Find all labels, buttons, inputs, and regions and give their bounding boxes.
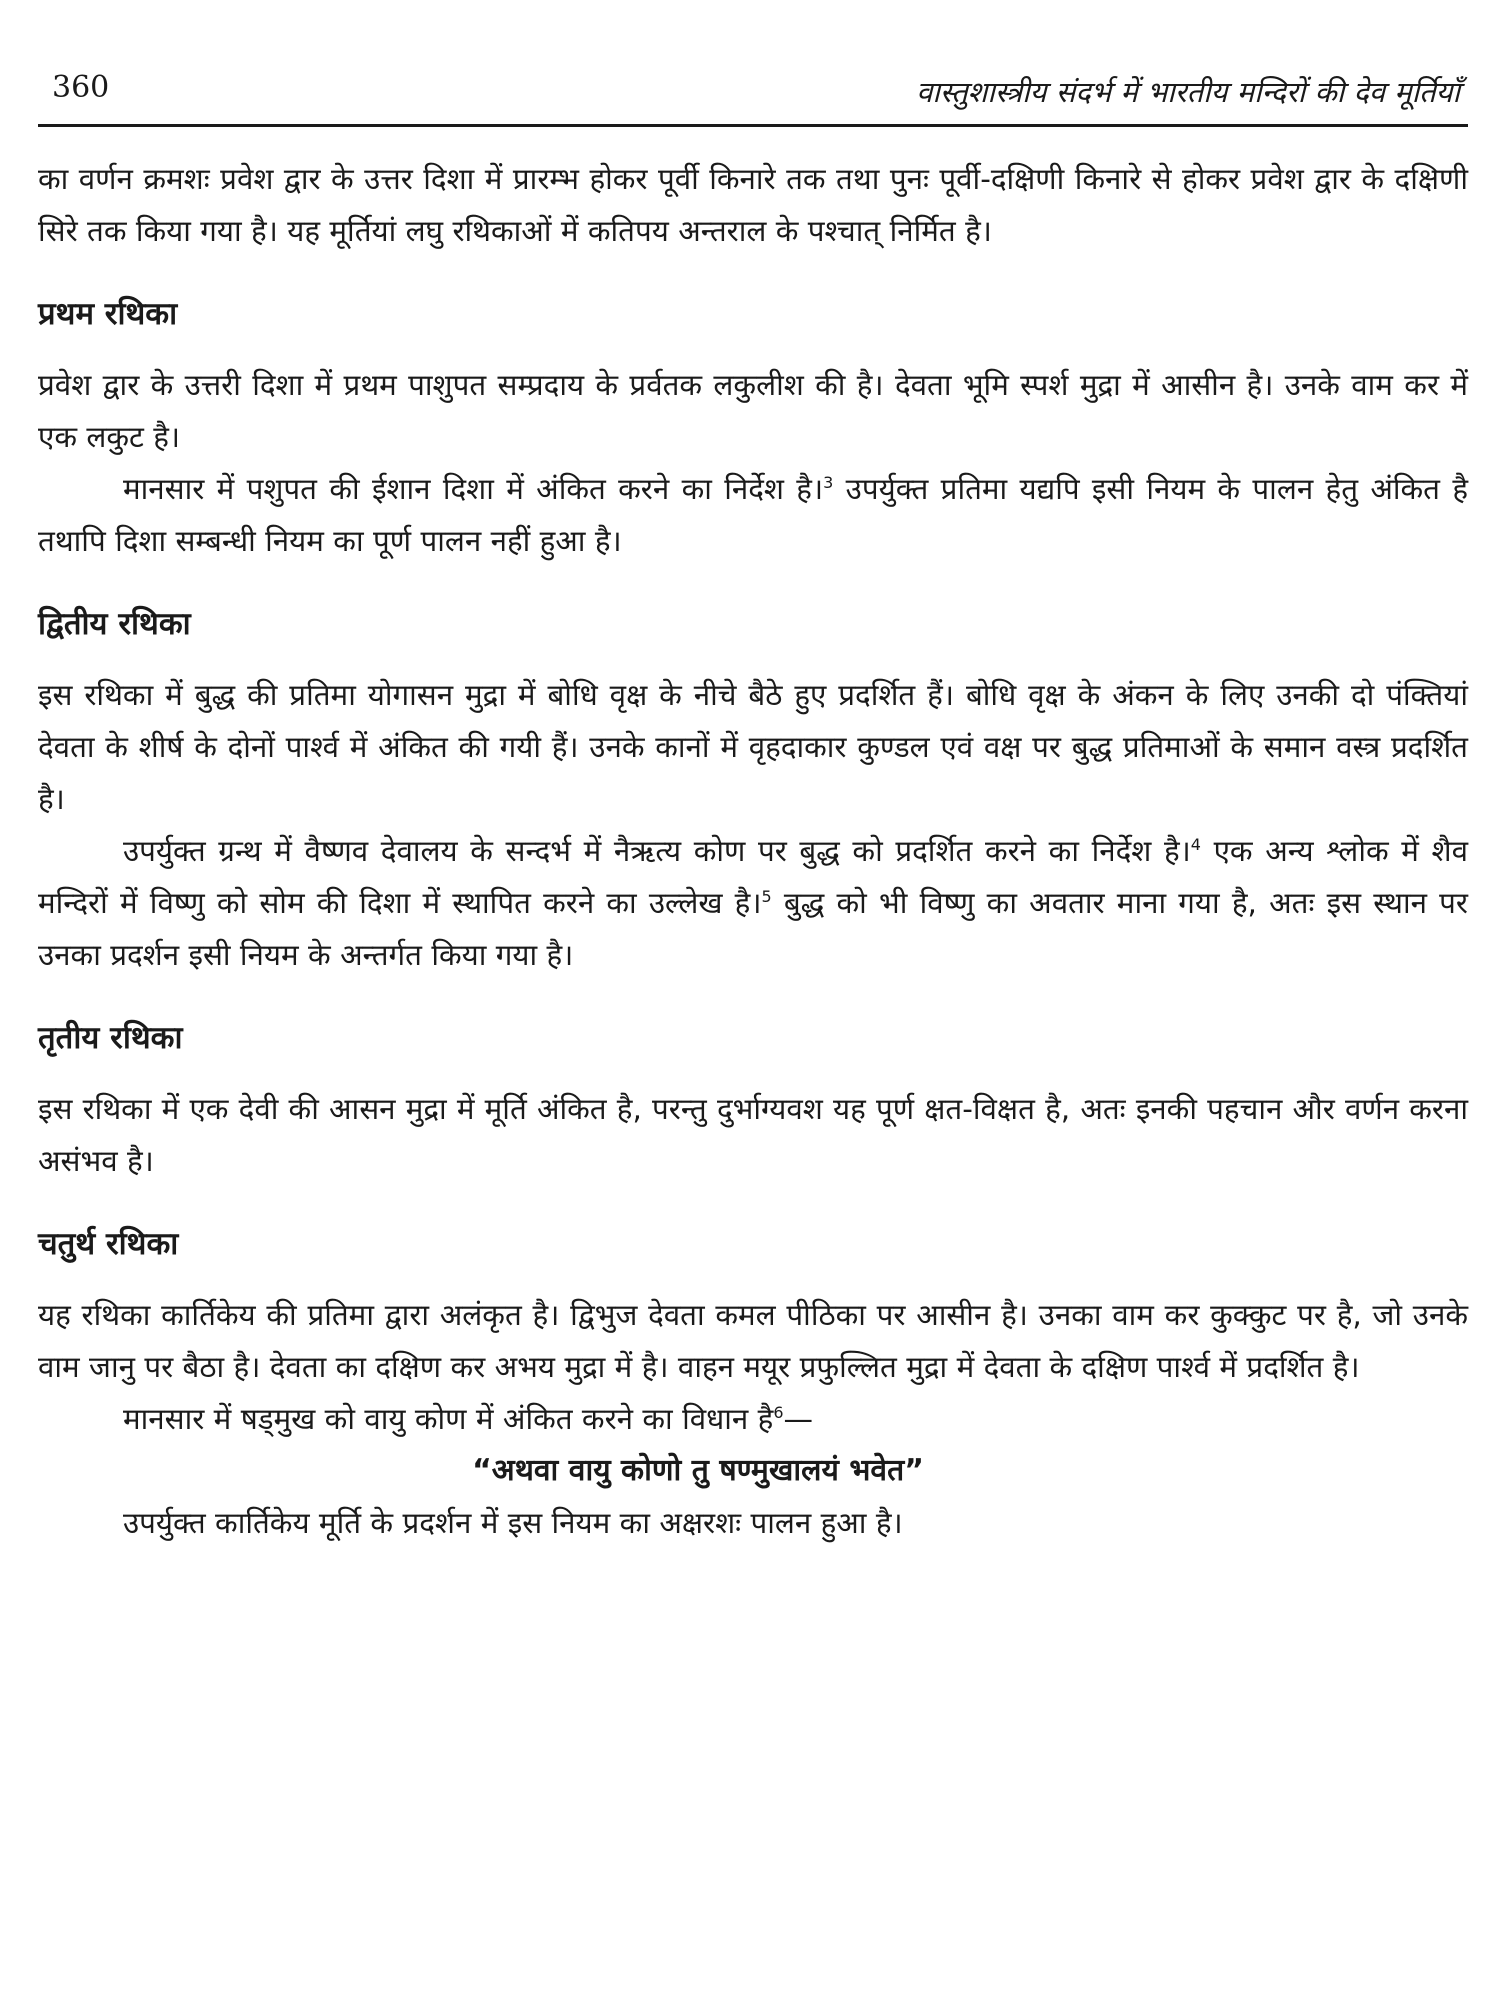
paragraph: उपर्युक्त कार्तिकेय मूर्ति के प्रदर्शन में इस नियम का अक्षरशः पालन हुआ है। bbox=[123, 1506, 903, 1540]
paragraph bbox=[38, 1393, 1468, 1445]
paragraph-text: मानसार में षड्मुख को वायु कोण में अंकित करने का विधान है bbox=[123, 1402, 774, 1436]
footnote-marker: 6 bbox=[773, 1403, 784, 1423]
running-title: वास्तुशास्त्रीय संदर्भ में भारतीय मन्दिरों की देव मूर्तियाँ bbox=[916, 75, 1460, 109]
paragraph-text: उपर्युक्त ग्रन्थ में वैष्णव देवालय के सन्दर्भ में नैऋत्य कोण पर बुद्ध को प्रदर्शित करने का निर्देश है। bbox=[123, 834, 1191, 868]
paragraph: इस रथिका में बुद्ध की प्रतिमा योगासन मुद्रा में बोधि वृक्ष के नीचे बैठे हुए प्रदर्शित हैं। बोधि वृक्ष के अंकन के लिए उनकी दो पंक्तियां देवता के शीर्ष के दोनों पार्श्व में अंकित की गयी हैं। उनके कानों में वृहदाकार कुण्डल एवं वक्ष पर बुद्ध प्रतिमाओं के समान वस्त्र प्रदर्शित है। bbox=[38, 678, 1468, 816]
paragraph-text: बुद्ध को भी विष्णु का अवतार माना गया है, अतः इस स्थान पर उनका प्रदर्शन इसी नियम के अन्तर्गत किया गया है। bbox=[38, 886, 1468, 972]
section-heading-third-rathika: तृतीय रथिका bbox=[38, 1020, 183, 1056]
paragraph-text: — bbox=[783, 1402, 814, 1436]
paragraph-text: एक अन्य श्लोक में शैव मन्दिरों में विष्णु को सोम की दिशा में स्थापित करने का उल्लेख है। bbox=[38, 834, 1468, 920]
page-body bbox=[38, 153, 1468, 1549]
paragraph: इस रथिका में एक देवी की आसन मुद्रा में मूर्ति अंकित है, परन्तु दुर्भाग्यवश यह पूर्ण क्षत-विक्षत है, अतः इनकी पहचान और वर्णन करना असंभव है। bbox=[38, 1092, 1468, 1178]
paragraph: यह रथिका कार्तिकेय की प्रतिमा द्वारा अलंकृत है। द्विभुज देवता कमल पीठिका पर आसीन है। उनका वाम कर कुक्कुट पर है, जो उनके वाम जानु पर बैठा है। देवता का दक्षिण कर अभय मुद्रा में है। वाहन मयूर प्रफुल्लित मुद्रा में देवता के दक्षिण पार्श्व में प्रदर्शित है। bbox=[38, 1298, 1468, 1384]
section-heading-second-rathika: द्वितीय रथिका bbox=[38, 606, 191, 642]
book-page bbox=[38, 60, 1468, 1549]
page-number: 360 bbox=[52, 70, 110, 105]
paragraph-text: मानसार में पशुपत की ईशान दिशा में अंकित करने का निर्देश है। bbox=[123, 472, 824, 506]
section-heading-first-rathika: प्रथम रथिका bbox=[38, 296, 178, 332]
paragraph: प्रवेश द्वार के उत्तरी दिशा में प्रथम पाशुपत सम्प्रदाय के प्रर्वतक लकुलीश की है। देवता भूमि स्पर्श मुद्रा में आसीन है। उनके वाम कर में एक लकुट है। bbox=[38, 368, 1468, 454]
paragraph-text: उपर्युक्त प्रतिमा यद्यपि इसी नियम के पालन हेतु अंकित है तथापि दिशा सम्बन्धी नियम का पूर्ण पालन नहीं हुआ है। bbox=[38, 472, 1468, 558]
footnote-marker: 4 bbox=[1190, 835, 1201, 855]
footnote-marker: 5 bbox=[761, 887, 772, 907]
paragraph bbox=[38, 825, 1468, 981]
intro-paragraph: का वर्णन क्रमशः प्रवेश द्वार के उत्तर दिशा में प्रारम्भ होकर पूर्वी किनारे तक तथा पुनः पूर्वी-दक्षिणी किनारे से होकर प्रवेश द्वार के दक्षिणी सिरे तक किया गया है। यह मूर्तियां लघु रथिकाओं में कतिपय अन्तराल के पश्चात् निर्मित है। bbox=[38, 162, 1468, 248]
paragraph bbox=[38, 463, 1468, 567]
sanskrit-verse-quote: “अथवा वायु कोणो तु षण्मुखालयं भवेत” bbox=[472, 1453, 924, 1488]
page-header bbox=[38, 60, 1468, 127]
section-heading-fourth-rathika: चतुर्थ रथिका bbox=[38, 1226, 179, 1262]
footnote-marker: 3 bbox=[823, 473, 834, 493]
